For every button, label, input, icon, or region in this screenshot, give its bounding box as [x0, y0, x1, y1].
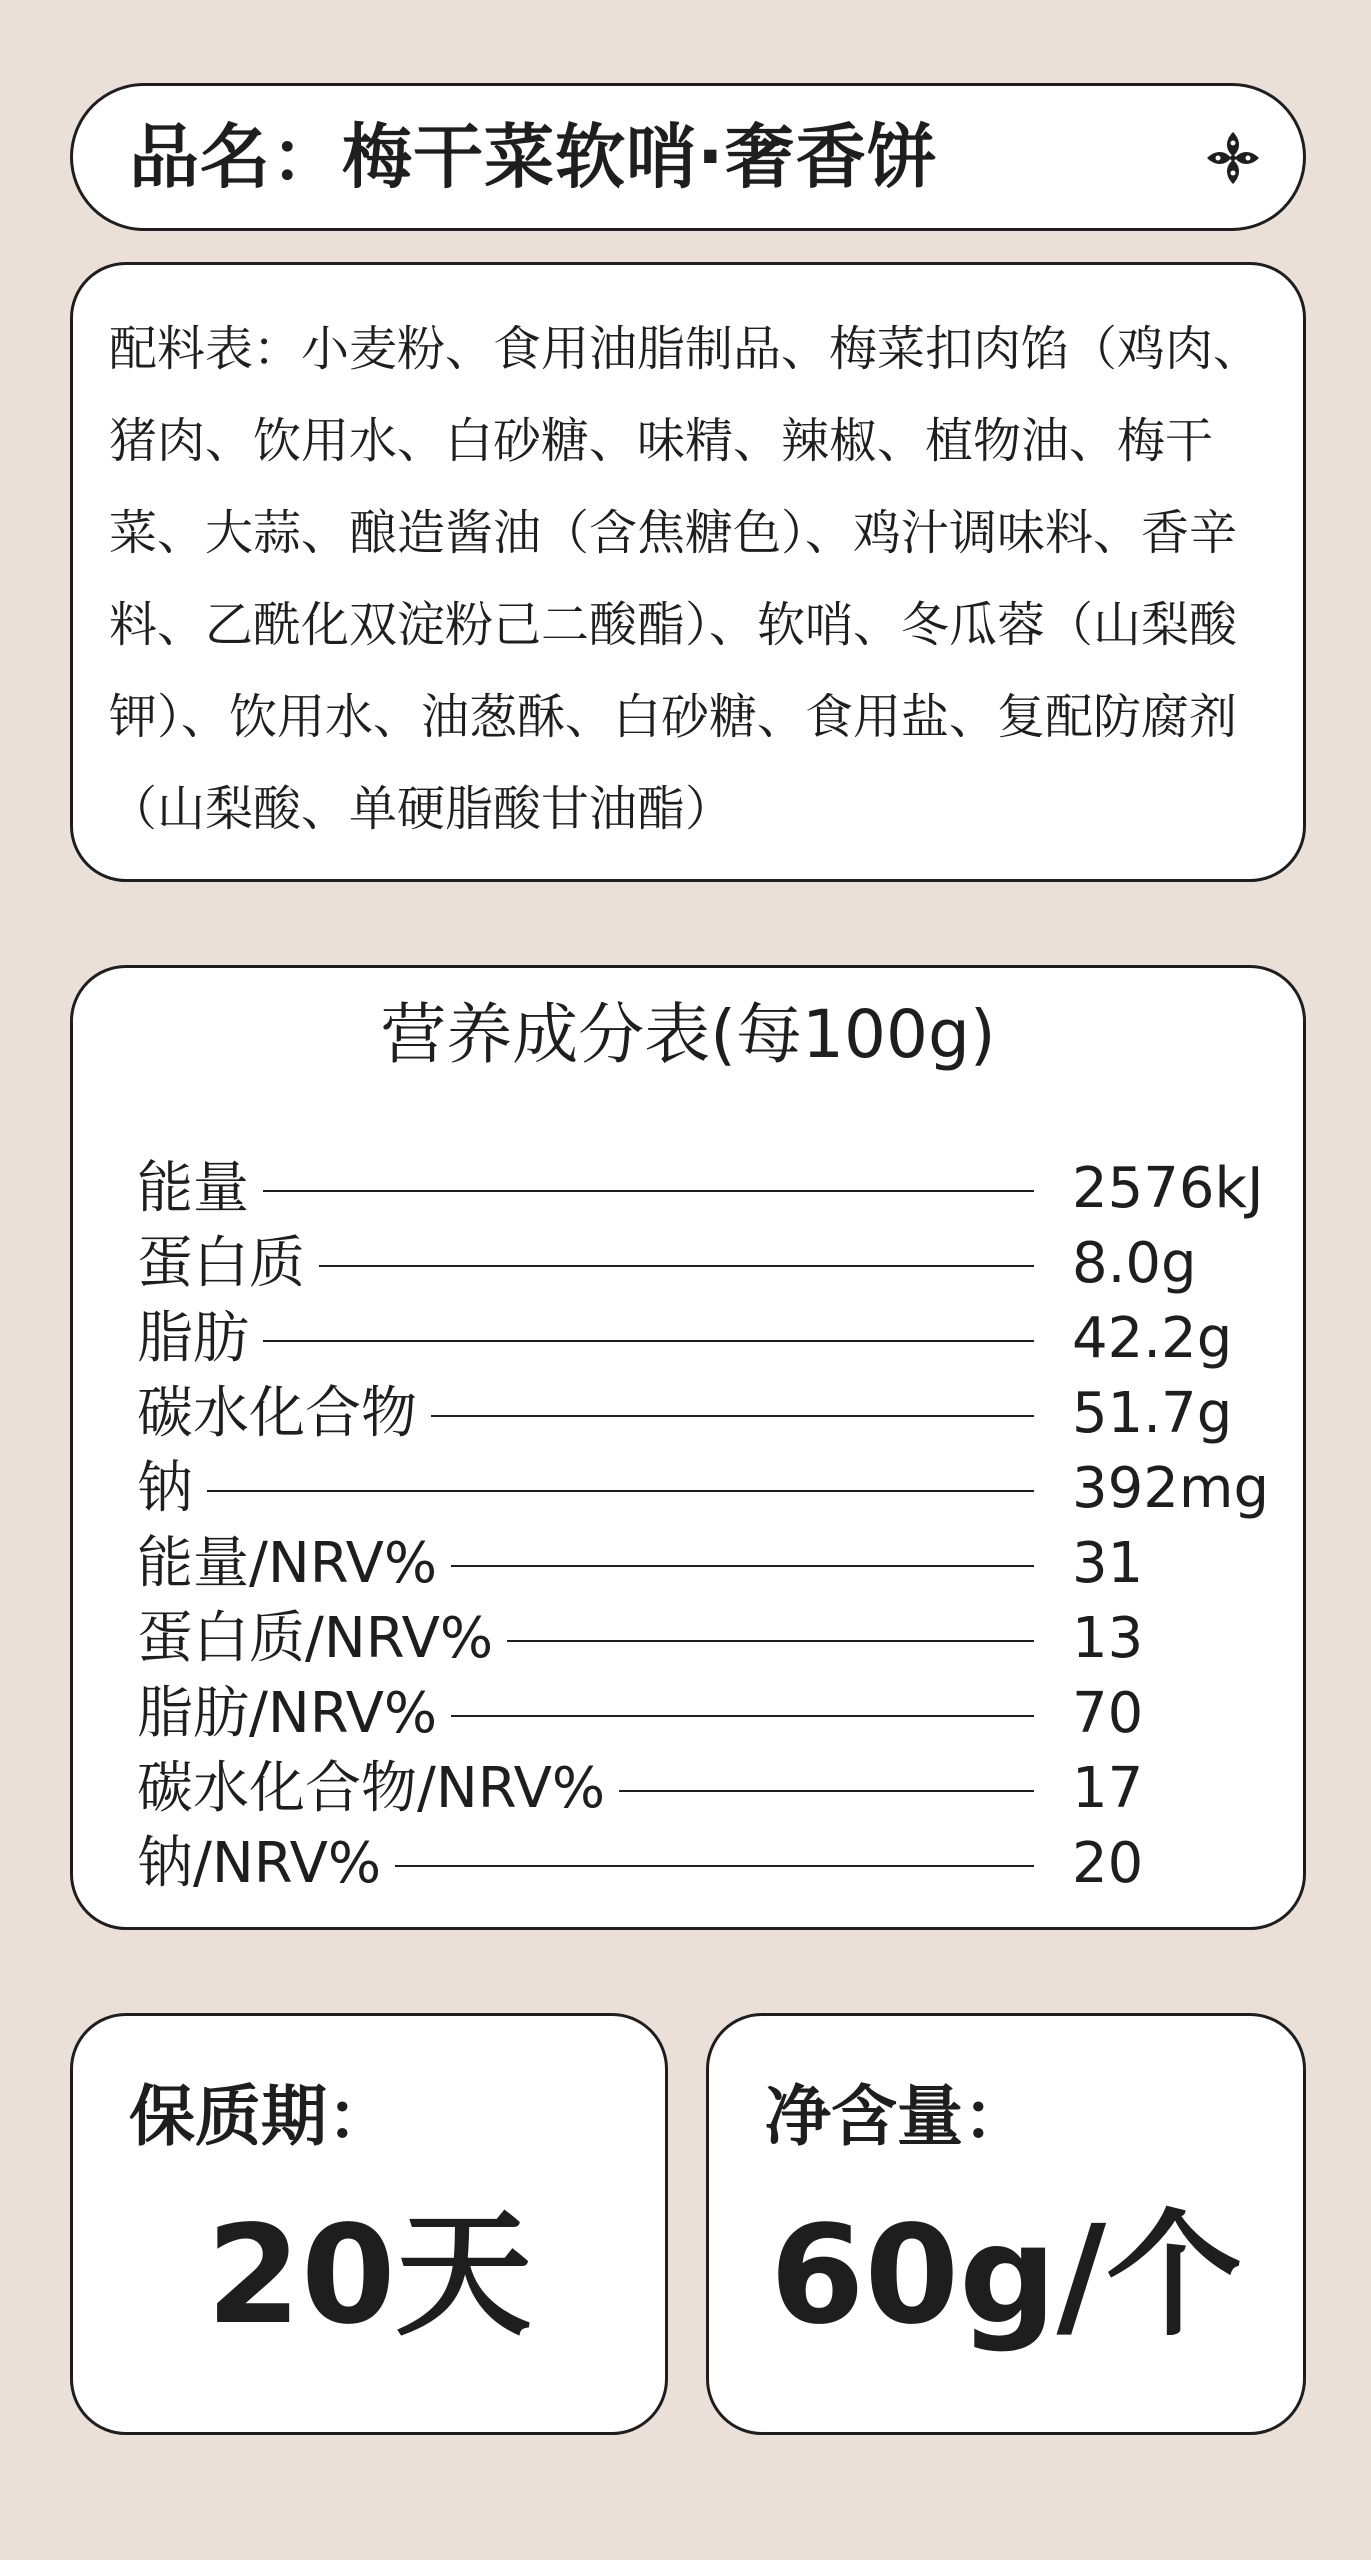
- net-content-value: 60g/个: [769, 2197, 1243, 2355]
- nutrition-row-energy: [137, 1151, 1267, 1226]
- nutrition-value: 51.7g: [1072, 1381, 1233, 1446]
- leader-line: [395, 1865, 1034, 1867]
- leader-line: [507, 1640, 1034, 1642]
- ingredients-text: 配料表：小麦粉、食用油脂制品、梅菜扣肉馅（鸡肉、猪肉、饮用水、白砂糖、味精、辣椒、植物油、梅干菜、大蒜、酿造酱油（含焦糖色）、鸡汁调味料、香辛料、乙酰化双淀粉己二酸酯）、软哨、冬瓜蓉（山梨酸钾）、饮用水、油葱酥、白砂糖、食用盐、复配防腐剂（山梨酸、单硬脂酸甘油酯）: [109, 321, 1262, 837]
- nutrition-value: 2576kJ: [1072, 1156, 1264, 1221]
- product-name-card: [70, 83, 1306, 231]
- leader-line: [319, 1265, 1034, 1267]
- net-content-label: 净含量：: [765, 2078, 1029, 2155]
- nutrition-value: 42.2g: [1072, 1306, 1233, 1371]
- nutrition-row-fat: [137, 1301, 1267, 1376]
- nutrition-row-protein: [137, 1226, 1267, 1301]
- nutrition-rows: [137, 1151, 1267, 1901]
- ingredients-card: [70, 262, 1306, 882]
- nutrition-value: 31: [1072, 1531, 1144, 1596]
- shelf-life-value: 20天: [206, 2197, 532, 2355]
- leader-line: [207, 1490, 1034, 1492]
- nutrition-label: 碳水化合物/NRV%: [137, 1756, 606, 1821]
- product-name: 品名：梅干菜软哨·奢香饼: [129, 116, 938, 198]
- leader-line: [431, 1415, 1034, 1417]
- nutrition-label: 能量/NRV%: [137, 1531, 438, 1596]
- nutrition-row-sodium-nrv: [137, 1826, 1267, 1901]
- nutrition-value: 13: [1072, 1606, 1144, 1671]
- nutrition-label: 脂肪/NRV%: [137, 1681, 438, 1746]
- nutrition-label: 蛋白质: [137, 1231, 305, 1296]
- leader-line: [619, 1790, 1034, 1792]
- nutrition-value: 392mg: [1072, 1456, 1269, 1521]
- nutrition-title: 营养成分表(每100g): [380, 996, 996, 1073]
- nutrition-row-fat-nrv: [137, 1676, 1267, 1751]
- nutrition-label: 脂肪: [137, 1306, 249, 1371]
- nutrition-row-sodium: [137, 1451, 1267, 1526]
- nutrition-row-carbohydrate-nrv: [137, 1751, 1267, 1826]
- net-content-card: [706, 2013, 1306, 2435]
- nutrition-value: 70: [1072, 1681, 1144, 1746]
- four-petal-flower-icon: [1203, 128, 1263, 188]
- shelf-life-card: [70, 2013, 668, 2435]
- leader-line: [451, 1715, 1034, 1717]
- nutrition-facts-card: [70, 965, 1306, 1930]
- nutrition-value: 8.0g: [1072, 1231, 1197, 1296]
- nutrition-label: 钠/NRV%: [137, 1831, 382, 1896]
- leader-line: [263, 1340, 1034, 1342]
- nutrition-row-energy-nrv: [137, 1526, 1267, 1601]
- nutrition-value: 17: [1072, 1756, 1144, 1821]
- nutrition-label: 钠: [137, 1456, 193, 1521]
- nutrition-label: 能量: [137, 1156, 249, 1221]
- nutrition-value: 20: [1072, 1831, 1144, 1896]
- shelf-life-label: 保质期：: [129, 2078, 393, 2155]
- nutrition-label: 蛋白质/NRV%: [137, 1606, 494, 1671]
- nutrition-label: 碳水化合物: [137, 1381, 417, 1446]
- nutrition-row-carbohydrate: [137, 1376, 1267, 1451]
- leader-line: [451, 1565, 1034, 1567]
- leader-line: [263, 1190, 1034, 1192]
- nutrition-row-protein-nrv: [137, 1601, 1267, 1676]
